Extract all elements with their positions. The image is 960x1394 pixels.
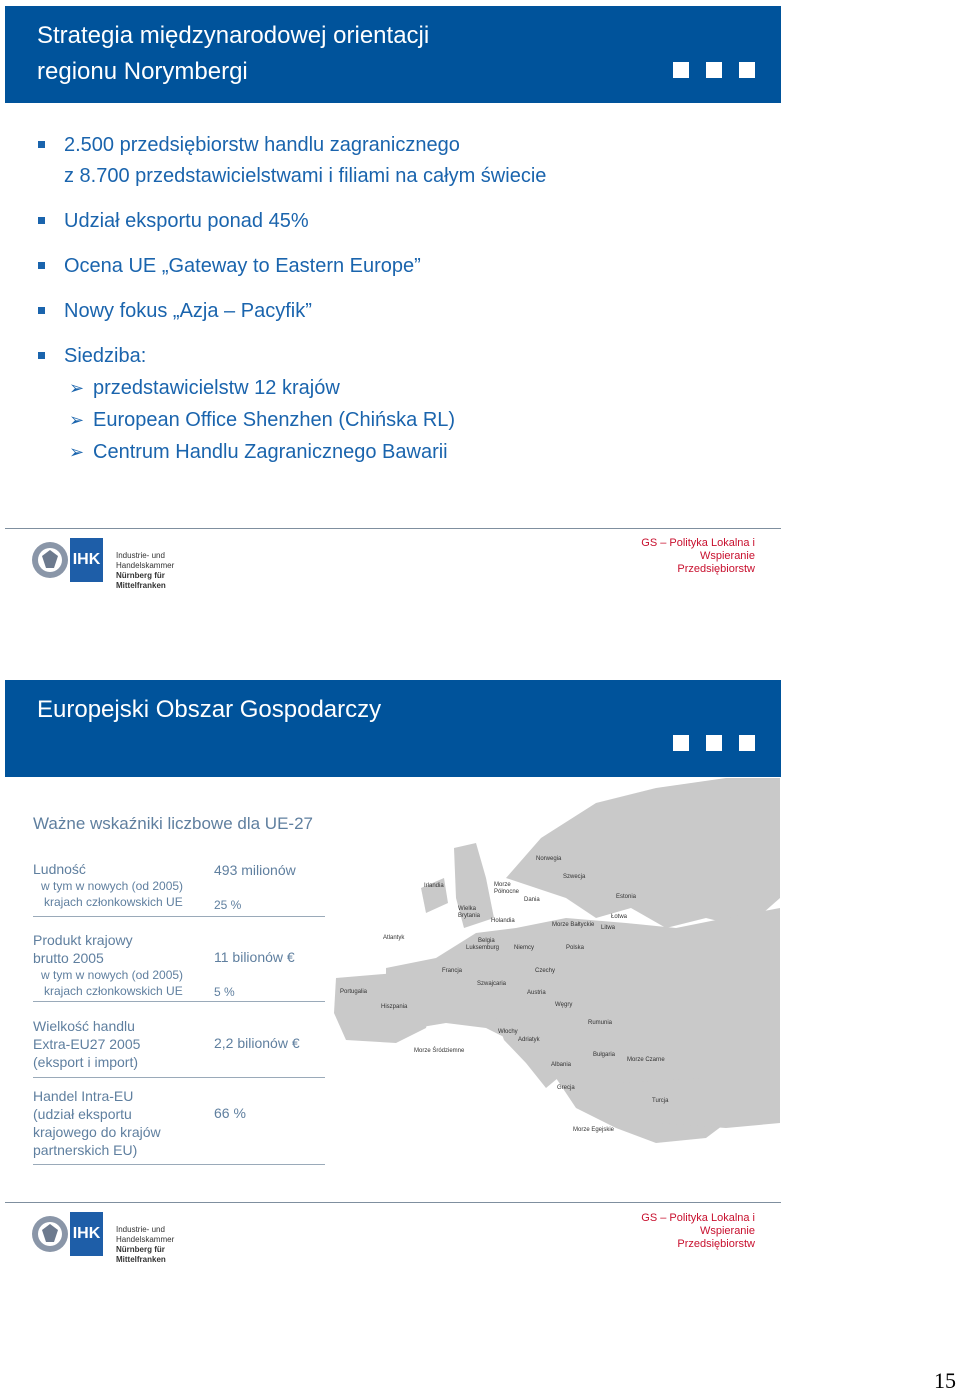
map-label: Austria xyxy=(527,990,546,996)
eagle-seal-icon xyxy=(30,1212,70,1256)
bullet-item xyxy=(38,130,778,192)
stat-label: (udział eksportu xyxy=(33,1106,132,1122)
slide1-title-line1: Strategia międzynarodowej orientacji xyxy=(37,22,430,49)
stat-extra-trade xyxy=(33,1002,325,1078)
map-label: Grecja xyxy=(557,1085,575,1091)
square-icon xyxy=(739,735,755,751)
ihk-logo xyxy=(30,538,215,590)
footer-dept xyxy=(555,1212,755,1251)
stat-sublabel: krajach członkowskich UE xyxy=(44,895,183,909)
stat-value: 2,2 bilionów € xyxy=(214,1035,300,1051)
bullet-text: z 8.700 przedstawicielstwami i filiami na całym świecie xyxy=(64,165,547,187)
stat-subvalue: 25 % xyxy=(214,898,242,912)
map-label: Francja xyxy=(442,968,463,974)
bullet-text: Nowy fokus „Azja – Pacyfik” xyxy=(64,300,312,322)
stat-label: partnerskich EU) xyxy=(33,1142,138,1158)
map-label: Szwecja xyxy=(563,874,586,880)
map-label: Hiszpania xyxy=(381,1004,408,1010)
map-label: Estonia xyxy=(616,894,637,900)
stat-gdp xyxy=(33,917,325,1002)
stat-value: 493 milionów xyxy=(214,862,296,878)
stat-label: (eksport i import) xyxy=(33,1054,139,1070)
map-label: Brytania xyxy=(458,913,481,919)
stat-label: Handel Intra-EU xyxy=(33,1088,134,1104)
bullet-text: Ocena UE „Gateway to Eastern Europe” xyxy=(64,255,421,277)
stat-label: Produkt krajowy xyxy=(33,932,133,948)
stat-intra-trade xyxy=(33,1078,325,1165)
stat-label: krajowego do krajów xyxy=(33,1124,161,1140)
stat-subvalue: 5 % xyxy=(214,985,235,999)
map-label: Niemcy xyxy=(514,945,535,951)
stat-sublabel: krajach członkowskich UE xyxy=(44,984,183,998)
footer-dept-line3: Przedsiębiorstw xyxy=(677,563,755,575)
footer-dept-line2: Wspieranie xyxy=(699,550,755,562)
footer-rule xyxy=(5,1202,781,1203)
arrow-bullet-icon: ➢ xyxy=(69,442,85,462)
square-bullet-icon xyxy=(38,352,45,359)
square-bullet-icon xyxy=(38,141,45,148)
slide1-title xyxy=(37,18,429,90)
slide2-header xyxy=(5,680,781,777)
header-squares xyxy=(673,735,755,751)
sub-bullet-text: Centrum Handlu Zagranicznego Bawarii xyxy=(93,441,448,463)
sub-bullet-text: European Office Shenzhen (Chińska RL) xyxy=(93,409,456,431)
square-icon xyxy=(673,62,689,78)
ihk-logo-mark: IHK xyxy=(70,538,103,582)
footer-dept xyxy=(555,537,755,576)
map-label: Dania xyxy=(524,897,540,903)
arrow-bullet-icon: ➢ xyxy=(69,378,85,398)
logo-line1: Industrie- und Handelskammer xyxy=(116,551,175,570)
slide1-bullets xyxy=(38,130,778,468)
bullet-text: 2.500 przedsiębiorstw handlu zagranicznego xyxy=(64,134,460,156)
stat-value: 66 % xyxy=(214,1105,246,1121)
eagle-seal-icon xyxy=(30,538,70,582)
slide1-header xyxy=(5,6,781,103)
map-label: Węgry xyxy=(555,1002,573,1008)
bullet-item xyxy=(38,251,778,282)
sub-bullet-item xyxy=(38,372,778,404)
square-icon xyxy=(706,735,722,751)
map-label: Łotwa xyxy=(611,914,628,920)
stat-label: brutto 2005 xyxy=(33,950,104,966)
bullet-item xyxy=(38,341,778,372)
stats-table xyxy=(33,858,325,1165)
logo-text xyxy=(116,551,215,591)
logo-line1: Industrie- und Handelskammer xyxy=(116,1225,175,1244)
stat-label: Wielkość handlu xyxy=(33,1018,135,1034)
square-bullet-icon xyxy=(38,307,45,314)
map-label: Litwa xyxy=(601,925,616,931)
slide2-title: Europejski Obszar Gospodarczy xyxy=(37,696,382,723)
stat-value: 11 bilionów € xyxy=(214,949,295,965)
map-label: Bułgaria xyxy=(593,1052,616,1058)
map-label: Albania xyxy=(551,1062,572,1068)
map-label: Włochy xyxy=(498,1029,518,1035)
map-label: Północne xyxy=(494,889,520,895)
logo-line2: Nürnberg für Mittelfranken xyxy=(116,1245,166,1264)
header-squares xyxy=(673,62,755,78)
slide2-subtitle: Ważne wskaźniki liczbowe dla UE-27 xyxy=(33,814,313,833)
sub-bullet-item xyxy=(38,436,778,468)
map-label: Turcja xyxy=(652,1098,669,1104)
map-label: Morze Śródziemne xyxy=(414,1048,465,1054)
bullet-item xyxy=(38,296,778,327)
sub-bullet-item xyxy=(38,404,778,436)
slide1-title-line2: regionu Norymbergi xyxy=(37,58,248,85)
footer-rule xyxy=(5,528,781,529)
stat-population xyxy=(33,860,325,917)
map-label: Rumunia xyxy=(588,1020,613,1026)
sub-bullet-text: przedstawicielstw 12 krajów xyxy=(93,377,340,399)
map-label: Czechy xyxy=(535,968,556,974)
stat-label: Ludność xyxy=(33,861,86,877)
square-icon xyxy=(673,735,689,751)
footer-dept-line3: Przedsiębiorstw xyxy=(677,1238,755,1250)
logo-text xyxy=(116,1225,215,1265)
map-label: Wielka xyxy=(458,906,477,912)
map-label: Szwajcaria xyxy=(477,981,507,987)
square-icon xyxy=(706,62,722,78)
square-icon xyxy=(739,62,755,78)
bullet-item xyxy=(38,206,778,237)
square-bullet-icon xyxy=(38,217,45,224)
footer-dept-line2: Wspieranie xyxy=(699,1225,755,1237)
bullet-text: Udział eksportu ponad 45% xyxy=(64,210,309,232)
stat-sublabel: w tym w nowych (od 2005) xyxy=(41,968,184,982)
map-label: Holandia xyxy=(491,918,515,924)
square-bullet-icon xyxy=(38,262,45,269)
map-label: Portugalia xyxy=(340,989,368,995)
map-label: Belgia xyxy=(478,938,495,944)
arrow-bullet-icon: ➢ xyxy=(69,410,85,430)
bullet-text: Siedziba: xyxy=(64,345,147,367)
map-label: Polska xyxy=(566,945,585,951)
map-label: Morze xyxy=(494,882,511,888)
map-label: Adriatyk xyxy=(518,1037,540,1043)
footer-dept-line1: GS – Polityka Lokalna i xyxy=(641,1212,755,1224)
map-label: Irlandia xyxy=(424,883,444,889)
stat-sublabel: w tym w nowych (od 2005) xyxy=(41,879,184,893)
page-number: 15 xyxy=(934,1368,956,1393)
ihk-logo xyxy=(30,1212,215,1264)
map-label: Atlantyk xyxy=(383,935,405,941)
stat-label: Extra-EU27 2005 xyxy=(33,1036,141,1052)
map-label: Luksemburg xyxy=(466,945,500,951)
footer-dept-line1: GS – Polityka Lokalna i xyxy=(641,537,755,549)
map-label: Morze Bałtyckie xyxy=(552,922,595,928)
logo-line2: Nürnberg für Mittelfranken xyxy=(116,571,166,590)
map-label: Morze Czarne xyxy=(627,1057,665,1063)
ihk-logo-mark: IHK xyxy=(70,1212,103,1256)
europe-map xyxy=(326,778,780,1178)
map-label: Norwegia xyxy=(536,856,562,862)
map-label: Morze Egejskie xyxy=(573,1127,615,1133)
